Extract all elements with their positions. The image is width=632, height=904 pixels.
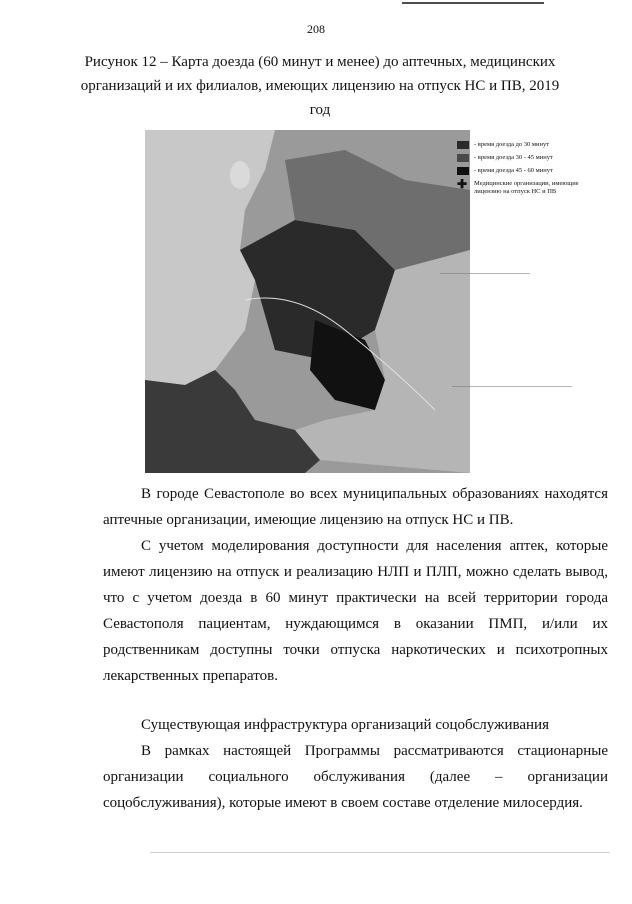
legend-swatch-30 (457, 141, 469, 149)
scan-artifact (452, 386, 572, 387)
legend-label-30: - время доезда до 30 минут (474, 141, 550, 148)
map-image (145, 130, 470, 473)
map-legend (457, 141, 587, 201)
legend-label-45-60: - время доезда 45 - 60 минут (474, 167, 553, 174)
scan-artifact (150, 852, 610, 853)
page-number: 208 (307, 22, 325, 36)
legend-label-30-45: - время доезда 30 - 45 минут (474, 154, 553, 161)
figure-caption (70, 50, 570, 122)
legend-swatch-30-45 (457, 154, 469, 162)
paragraph-3: В рамках настоящей Программы рассматриваются стационарные организации социального обслуживания (далее – организации соцобслуживания), которые имеют в своем составе отделение милосердия. (103, 743, 608, 811)
section-heading: Существующая инфраструктура организаций соцобслуживания (141, 717, 549, 733)
caption-line-3: год (309, 102, 331, 118)
scan-artifact (402, 2, 544, 4)
paragraph-1: В городе Севастополе во всех муниципальных образованиях находятся аптечные организации, имеющие лицензию на отпуск НС и ПВ. (103, 486, 608, 528)
paragraph-2: С учетом моделирования доступности для населения аптек, которые имеют лицензию на отпуск и реализацию НЛП и ПЛП, можно сделать вывод, что с учетом доезда в 60 минут практически на всей территории города Севастополя пациентам, нуждающимся в оказании ПМП, и/или их родственникам доступны точки отпуска наркотических и психотропных лекарственных препаратов. (103, 538, 608, 684)
caption-line-1: Рисунок 12 – Карта доезда (60 минут и менее) до аптечных, медицинских (84, 54, 556, 70)
legend-swatch-45-60 (457, 167, 469, 175)
caption-line-2: организаций и их филиалов, имеющих лицензию на отпуск НС и ПВ, 2019 (80, 78, 560, 94)
accessibility-map (145, 130, 470, 473)
legend-item-30 (457, 141, 587, 149)
legend-item-30-45 (457, 154, 587, 162)
scan-artifact (440, 273, 530, 274)
legend-label-medical: Медицинские организации, имеющие лицензию на отпуск НС и ПВ (474, 180, 579, 195)
legend-item-45-60 (457, 167, 587, 175)
medical-cross-icon: ✚ (457, 177, 468, 191)
legend-item-medical (457, 177, 587, 196)
map-highlight (230, 161, 250, 189)
